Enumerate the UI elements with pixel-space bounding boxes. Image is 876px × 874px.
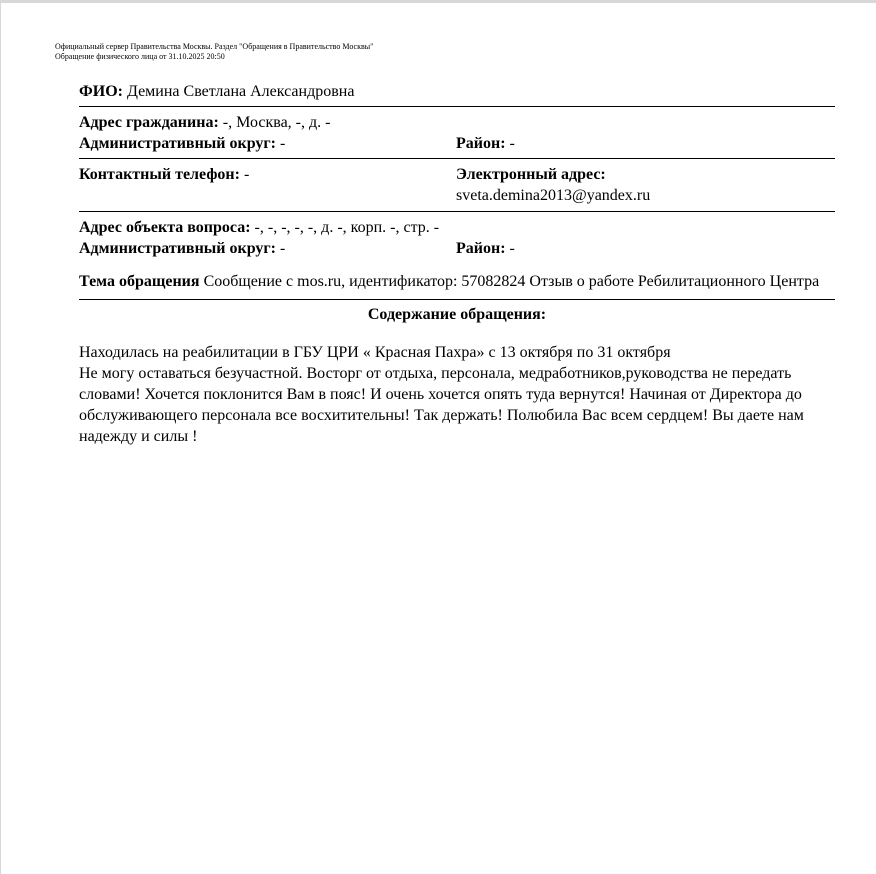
email-value: sveta.demina2013@yandex.ru — [456, 187, 651, 204]
object-address-label: Адрес объекта вопроса: — [79, 219, 251, 236]
phone-value: - — [239, 166, 250, 183]
contact-section — [79, 158, 835, 211]
citizen-area-label: Район: — [456, 135, 506, 152]
email-label: Электронный адрес: — [456, 166, 606, 183]
object-address-section — [79, 211, 835, 263]
citizen-address-value: -, Москва, -, д. - — [218, 114, 331, 131]
content-title-section — [79, 299, 835, 325]
phone-label: Контактный телефон: — [79, 166, 240, 183]
citizen-address-label: Адрес гражданина: — [79, 114, 219, 131]
fio-value: Демина Светлана Александровна — [122, 83, 355, 100]
header-date-line: Обращение физического лица от 31.10.2025 20:50 — [55, 52, 225, 61]
content-title: Содержание обращения: — [367, 306, 547, 323]
object-area-label: Район: — [456, 240, 506, 257]
object-district-value: - — [276, 240, 286, 257]
topic-section — [79, 263, 835, 299]
citizen-district-label: Административный округ: — [79, 135, 276, 152]
fio-section — [79, 80, 835, 106]
page-top-border — [0, 0, 876, 3]
appeal-body-line: Находилась на реабилитации в ГБУ ЦРИ « Красная Пахра» с 13 октября по 31 октября — [79, 344, 671, 361]
citizen-district-value: - — [276, 135, 286, 152]
appeal-document — [79, 80, 835, 447]
object-area-value: - — [505, 240, 515, 257]
appeal-body-paragraph: Не могу оставаться безучастной. Восторг от отдыха, персонала, медработников,руководства не передать словами! Хочется поклонится Вам в пояс! И очень хочется опять туда вернутся! Начиная от Директора до обслуживающего персонала все восхитительны! Так держать! Полюбила Вас всем сердцем! Вы даете нам надежду и силы ! — [79, 365, 804, 445]
document-header — [55, 42, 373, 62]
topic-value: Сообщение с mos.ru, идентификатор: 57082824 Отзыв о работе Ребилитационного Центра — [199, 273, 820, 290]
page-left-border — [0, 0, 1, 874]
citizen-area-value: - — [505, 135, 515, 152]
fio-label: ФИО: — [79, 83, 123, 100]
object-address-value: -, -, -, -, -, д. -, корп. -, стр. - — [250, 219, 440, 236]
object-district-label: Административный округ: — [79, 240, 276, 257]
appeal-body — [79, 325, 835, 447]
citizen-address-section — [79, 106, 835, 158]
topic-label: Тема обращения — [79, 273, 200, 290]
header-source-line: Официальный сервер Правительства Москвы. Раздел "Обращения в Правительство Москвы" — [55, 42, 374, 51]
